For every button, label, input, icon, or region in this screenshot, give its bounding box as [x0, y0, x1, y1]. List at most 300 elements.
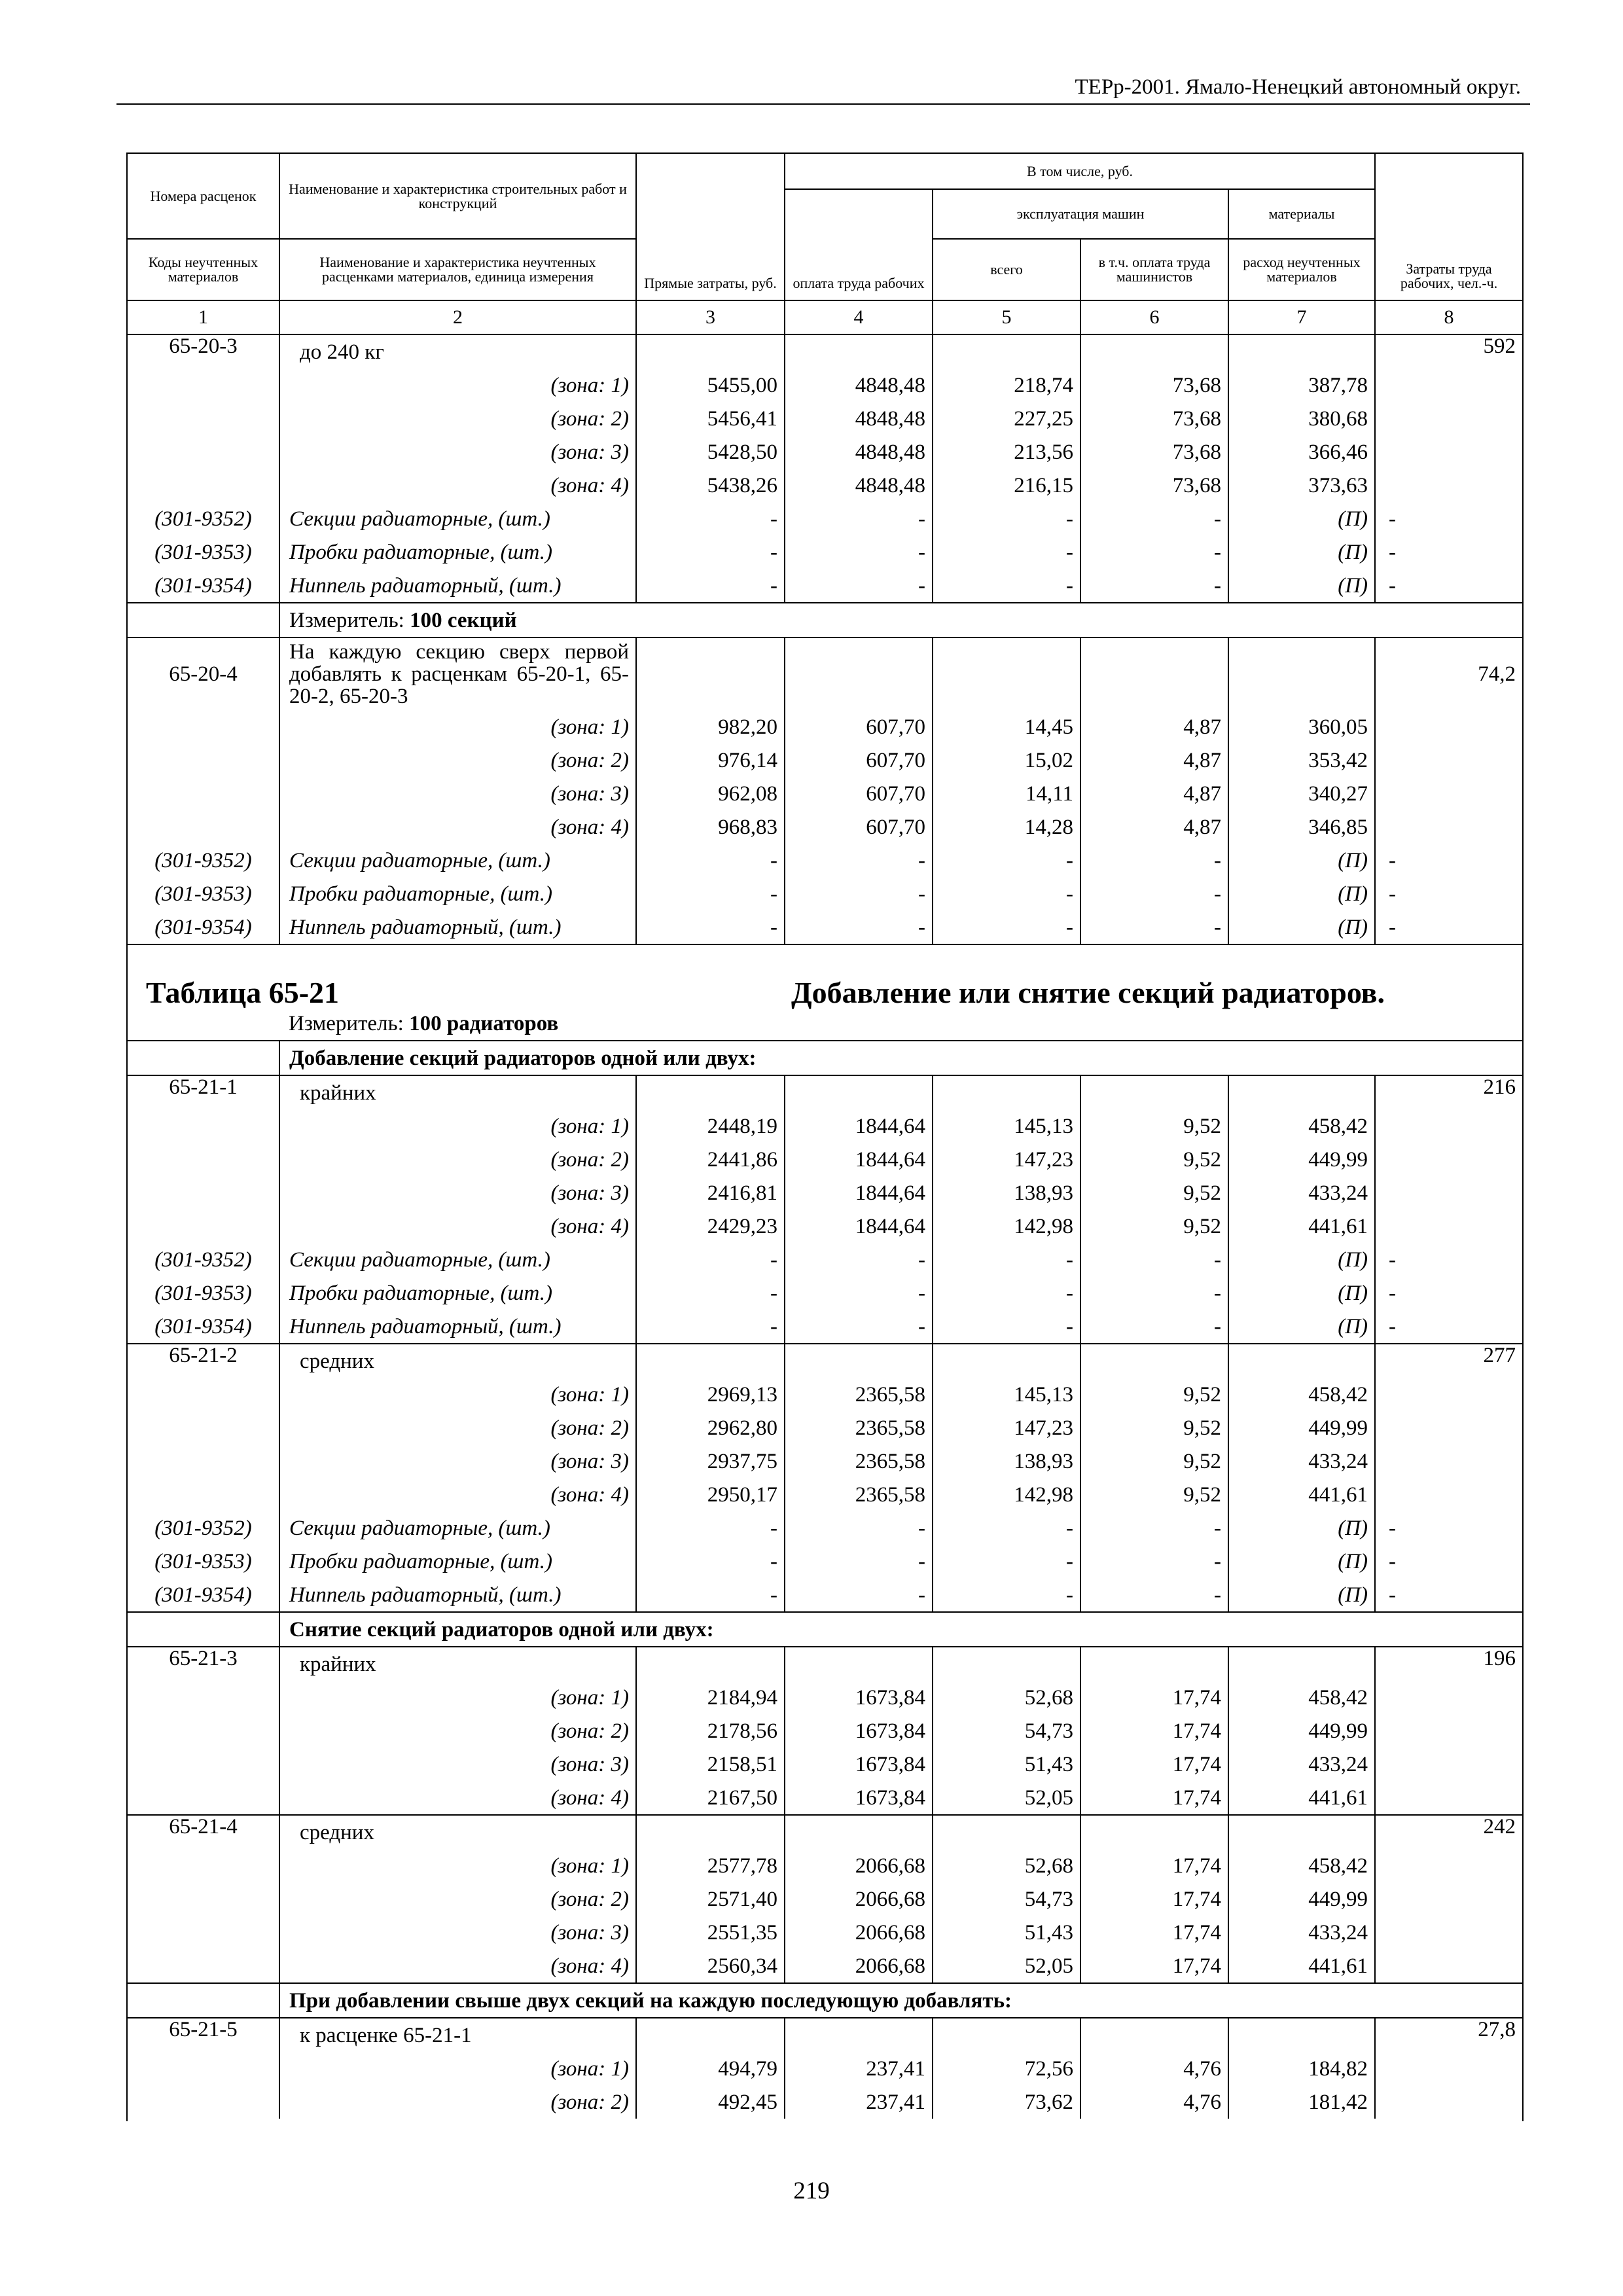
value-cell: 976,14 [636, 744, 785, 777]
dash-cell: - [1375, 1545, 1522, 1578]
section-title: Добавление секций радиаторов одной или двух: [279, 1041, 1522, 1075]
value-cell: 17,74 [1080, 1949, 1228, 1983]
dash-cell: - [1080, 502, 1228, 535]
material-row [128, 535, 1522, 569]
value-cell: 607,70 [785, 744, 933, 777]
empty-cell [1080, 1344, 1228, 1378]
rate-row [128, 1344, 1522, 1378]
value-cell: 15,02 [933, 744, 1080, 777]
empty-cell [1375, 435, 1522, 469]
empty-cell [1080, 1075, 1228, 1109]
zone-row [128, 1949, 1522, 1983]
value-cell: 2184,94 [636, 1681, 785, 1714]
page-number: 219 [793, 2178, 830, 2204]
empty-cell [1375, 810, 1522, 844]
value-cell: 2950,17 [636, 1478, 785, 1511]
dash-cell: - [933, 1578, 1080, 1612]
dash-cell: - [1375, 569, 1522, 603]
dash-cell: - [636, 910, 785, 944]
dash-cell: - [1080, 1545, 1228, 1578]
empty-cell [933, 1344, 1080, 1378]
value-cell: 2365,58 [785, 1444, 933, 1478]
value-cell: 2448,19 [636, 1109, 785, 1143]
zone-row [128, 1444, 1522, 1478]
dash-cell: - [636, 1511, 785, 1545]
dash-cell: - [785, 844, 933, 877]
labor-cost: 592 [1375, 334, 1522, 368]
material-row [128, 1243, 1522, 1276]
code-cell [128, 2052, 279, 2085]
empty-cell [636, 2018, 785, 2052]
value-cell: 2158,51 [636, 1748, 785, 1781]
value-cell: 968,83 [636, 810, 785, 844]
rate-code: 65-21-1 [128, 1075, 279, 1109]
material-row [128, 844, 1522, 877]
dash-cell: - [636, 1310, 785, 1344]
value-cell: 73,68 [1080, 435, 1228, 469]
zone-label: (зона: 1) [279, 1109, 636, 1143]
code-cell [128, 1478, 279, 1511]
zone-row [128, 1714, 1522, 1748]
empty-cell [1080, 2018, 1228, 2052]
zone-label: (зона: 2) [279, 1143, 636, 1176]
code-cell [128, 1781, 279, 1815]
empty-cell [1375, 710, 1522, 744]
dash-cell: - [933, 877, 1080, 910]
labor-cost: 277 [1375, 1344, 1522, 1378]
column-number: 1 [128, 300, 279, 334]
material-row [128, 1511, 1522, 1545]
code-cell [128, 1411, 279, 1444]
head-col1-top: Номера расценок [128, 154, 279, 239]
value-cell: 2066,68 [785, 1882, 933, 1916]
value-cell: 142,98 [933, 1210, 1080, 1243]
value-cell: 51,43 [933, 1748, 1080, 1781]
value-cell: 2962,80 [636, 1411, 785, 1444]
dash-cell: - [1375, 877, 1522, 910]
empty-cell [636, 637, 785, 710]
code-cell [128, 1882, 279, 1916]
rate-row [128, 1647, 1522, 1681]
head-col3: Прямые затраты, руб. [636, 154, 785, 300]
dash-cell: - [785, 1578, 933, 1612]
value-cell: 9,52 [1080, 1378, 1228, 1411]
value-cell: 5428,50 [636, 435, 785, 469]
value-cell: 2560,34 [636, 1949, 785, 1983]
dash-cell: - [1080, 1276, 1228, 1310]
value-cell: 982,20 [636, 710, 785, 744]
value-cell: 433,24 [1228, 1916, 1375, 1949]
head-col2-top: Наименование и характеристика строительных работ и конструкций [279, 154, 636, 239]
dash-cell: - [933, 535, 1080, 569]
value-cell: 346,85 [1228, 810, 1375, 844]
empty-cell [1375, 1882, 1522, 1916]
rate-row [128, 2018, 1522, 2052]
value-cell: 353,42 [1228, 744, 1375, 777]
material-name: Ниппель радиаторный, (шт.) [279, 910, 636, 944]
zone-row [128, 710, 1522, 744]
dash-cell: - [636, 535, 785, 569]
dash-cell: - [636, 1578, 785, 1612]
zone-label: (зона: 1) [279, 1849, 636, 1882]
value-cell: 237,41 [785, 2085, 933, 2119]
empty-cell [1080, 637, 1228, 710]
zone-row [128, 2052, 1522, 2085]
material-name: Ниппель радиаторный, (шт.) [279, 1578, 636, 1612]
zone-row [128, 1748, 1522, 1781]
value-cell: 14,11 [933, 777, 1080, 810]
value-cell: 17,74 [1080, 1916, 1228, 1949]
value-cell: 492,45 [636, 2085, 785, 2119]
material-code: (301-9354) [154, 1583, 252, 1607]
value-cell: 145,13 [933, 1109, 1080, 1143]
value-cell: 73,68 [1080, 368, 1228, 402]
unaccounted-mark: (П) [1228, 502, 1375, 535]
dash-cell: - [636, 877, 785, 910]
unaccounted-mark: (П) [1228, 1310, 1375, 1344]
empty-cell [933, 334, 1080, 368]
value-cell: 184,82 [1228, 2052, 1375, 2085]
material-code: (301-9353) [154, 882, 252, 906]
unaccounted-mark: (П) [1228, 844, 1375, 877]
empty-cell [1375, 1444, 1522, 1478]
unaccounted-mark: (П) [1228, 1243, 1375, 1276]
material-name: Пробки радиаторные, (шт.) [279, 1545, 636, 1578]
rate-row [128, 637, 1522, 710]
column-number: 2 [279, 300, 636, 334]
empty-cell [636, 1075, 785, 1109]
empty-cell [636, 1647, 785, 1681]
value-cell: 607,70 [785, 810, 933, 844]
empty-cell [1375, 1916, 1522, 1949]
zone-row [128, 402, 1522, 435]
dash-cell: - [933, 1276, 1080, 1310]
material-row [128, 877, 1522, 910]
column-number: 5 [933, 300, 1080, 334]
rate-code: 65-20-3 [169, 334, 238, 358]
empty-cell [1375, 1681, 1522, 1714]
rate-code: 65-21-4 [128, 1815, 279, 1849]
code-cell [128, 1444, 279, 1478]
value-cell: 14,28 [933, 810, 1080, 844]
empty-cell [785, 637, 933, 710]
dash-cell: - [785, 1276, 933, 1310]
empty-cell [785, 1815, 933, 1849]
labor-cost: 74,2 [1375, 637, 1522, 710]
value-cell: 181,42 [1228, 2085, 1375, 2119]
value-cell: 494,79 [636, 2052, 785, 2085]
rate-code: 65-21-5 [128, 2018, 279, 2052]
empty-cell [1228, 1344, 1375, 1378]
code-cell [128, 1748, 279, 1781]
empty-cell [128, 1041, 279, 1075]
value-cell: 227,25 [933, 402, 1080, 435]
zone-label: (зона: 4) [279, 1210, 636, 1243]
value-cell: 2937,75 [636, 1444, 785, 1478]
column-number: 7 [1228, 300, 1375, 334]
empty-cell [1375, 2085, 1522, 2119]
labor-cost: 216 [1375, 1075, 1522, 1109]
code-cell [128, 1210, 279, 1243]
dash-cell: - [636, 1276, 785, 1310]
head-col2-bottom: Наименование и характеристика неучтенных расценками материалов, единица измерения [279, 239, 636, 300]
rate-name: к расценке 65-21-1 [279, 2018, 636, 2052]
value-cell: 17,74 [1080, 1714, 1228, 1748]
zone-row [128, 435, 1522, 469]
empty-cell [636, 1344, 785, 1378]
zone-row [128, 1109, 1522, 1143]
zone-row [128, 1478, 1522, 1511]
value-cell: 4,87 [1080, 744, 1228, 777]
column-number: 8 [1375, 300, 1522, 334]
value-cell: 17,74 [1080, 1681, 1228, 1714]
value-cell: 380,68 [1228, 402, 1375, 435]
zone-label: (зона: 2) [279, 744, 636, 777]
material-row [128, 569, 1522, 603]
rate-code: 65-21-3 [128, 1647, 279, 1681]
value-cell: 4848,48 [785, 402, 933, 435]
zone-label: (зона: 2) [279, 402, 636, 435]
rate-name: На каждую секцию сверх первой добавлять к расценкам 65-20-1, 65-20-2, 65-20-3 [279, 637, 636, 710]
zone-label: (зона: 1) [279, 368, 636, 402]
value-cell: 2066,68 [785, 1949, 933, 1983]
head-including: В том числе, руб. [785, 154, 1375, 189]
empty-cell [1228, 637, 1375, 710]
empty-cell [1228, 1815, 1375, 1849]
zone-label: (зона: 4) [279, 1949, 636, 1983]
material-name: Секции радиаторные, (шт.) [279, 844, 636, 877]
zone-label: (зона: 3) [279, 1444, 636, 1478]
dash-cell: - [1080, 1511, 1228, 1545]
value-cell: 607,70 [785, 710, 933, 744]
value-cell: 2441,86 [636, 1143, 785, 1176]
empty-cell [636, 1815, 785, 1849]
code-cell [128, 1143, 279, 1176]
zone-label: (зона: 3) [279, 1176, 636, 1210]
zone-label: (зона: 3) [279, 777, 636, 810]
material-name: Пробки радиаторные, (шт.) [279, 1276, 636, 1310]
value-cell: 360,05 [1228, 710, 1375, 744]
value-cell: 52,05 [933, 1781, 1080, 1815]
labor-cost: 27,8 [1375, 2018, 1522, 2052]
value-cell: 458,42 [1228, 1849, 1375, 1882]
value-cell: 441,61 [1228, 1781, 1375, 1815]
value-cell: 366,46 [1228, 435, 1375, 469]
meter-text [279, 603, 1522, 637]
zone-row [128, 1781, 1522, 1815]
value-cell: 458,42 [1228, 1109, 1375, 1143]
empty-cell [1375, 1109, 1522, 1143]
value-cell: 52,05 [933, 1949, 1080, 1983]
column-numbers-row [128, 300, 1522, 334]
material-row [128, 502, 1522, 535]
dash-cell: - [785, 877, 933, 910]
dash-cell: - [785, 502, 933, 535]
rates-table [128, 154, 1522, 2119]
code-cell [128, 1681, 279, 1714]
section-title: Снятие секций радиаторов одной или двух: [279, 1612, 1522, 1647]
material-code: (301-9354) [154, 1314, 252, 1338]
head-col8: Затраты труда рабочих, чел.-ч. [1375, 154, 1522, 300]
dash-cell: - [1375, 1310, 1522, 1344]
zone-label: (зона: 2) [279, 1882, 636, 1916]
empty-cell [128, 1983, 279, 2018]
value-cell: 607,70 [785, 777, 933, 810]
empty-cell [933, 637, 1080, 710]
material-row [128, 910, 1522, 944]
dash-cell: - [1080, 1243, 1228, 1276]
empty-cell [1080, 334, 1228, 368]
running-header [116, 71, 1530, 105]
zone-row [128, 777, 1522, 810]
value-cell: 441,61 [1228, 1949, 1375, 1983]
value-cell: 14,45 [933, 710, 1080, 744]
dash-cell: - [1080, 1578, 1228, 1612]
labor-cost: 196 [1375, 1647, 1522, 1681]
code-cell [128, 435, 279, 469]
zone-label: (зона: 3) [279, 435, 636, 469]
value-cell: 4,76 [1080, 2052, 1228, 2085]
material-name: Пробки радиаторные, (шт.) [279, 535, 636, 569]
meter-text [279, 1007, 1522, 1041]
empty-cell [785, 1075, 933, 1109]
empty-cell [128, 603, 279, 637]
zone-label: (зона: 1) [279, 710, 636, 744]
empty-cell [1375, 1378, 1522, 1411]
meter-prefix: Измеритель: [289, 1011, 404, 1035]
code-cell [128, 1176, 279, 1210]
material-row [128, 1578, 1522, 1612]
head-col6: в т.ч. оплата труда машинистов [1080, 239, 1228, 300]
value-cell: 4,87 [1080, 810, 1228, 844]
value-cell: 54,73 [933, 1882, 1080, 1916]
head-materials: материалы [1228, 189, 1375, 239]
value-cell: 73,62 [933, 2085, 1080, 2119]
empty-cell [1375, 1143, 1522, 1176]
value-cell: 2178,56 [636, 1714, 785, 1748]
dash-cell: - [785, 910, 933, 944]
empty-cell [1375, 1411, 1522, 1444]
zone-row [128, 2085, 1522, 2119]
zone-row [128, 744, 1522, 777]
zone-label: (зона: 2) [279, 1714, 636, 1748]
value-cell: 4,87 [1080, 777, 1228, 810]
value-cell: 449,99 [1228, 1411, 1375, 1444]
material-name: Ниппель радиаторный, (шт.) [279, 569, 636, 603]
value-cell: 9,52 [1080, 1444, 1228, 1478]
labor-cost: 242 [1375, 1815, 1522, 1849]
value-cell: 433,24 [1228, 1748, 1375, 1781]
value-cell: 4848,48 [785, 368, 933, 402]
code-cell [128, 402, 279, 435]
value-cell: 441,61 [1228, 1210, 1375, 1243]
unaccounted-mark: (П) [1228, 535, 1375, 569]
zone-label: (зона: 4) [279, 1478, 636, 1511]
dash-cell: - [933, 502, 1080, 535]
value-cell: 4,76 [1080, 2085, 1228, 2119]
code-cell [128, 1916, 279, 1949]
zone-row [128, 1681, 1522, 1714]
unaccounted-mark: (П) [1228, 877, 1375, 910]
empty-cell [1228, 2018, 1375, 2052]
zone-row [128, 1210, 1522, 1243]
dash-cell: - [785, 1310, 933, 1344]
empty-cell [785, 334, 933, 368]
dash-cell: - [1080, 844, 1228, 877]
zone-row [128, 1882, 1522, 1916]
empty-cell [1375, 744, 1522, 777]
zone-row [128, 368, 1522, 402]
rate-code: 65-21-2 [128, 1344, 279, 1378]
value-cell: 340,27 [1228, 777, 1375, 810]
dash-cell: - [1080, 877, 1228, 910]
empty-cell [1375, 777, 1522, 810]
column-number: 4 [785, 300, 933, 334]
section-row [128, 1983, 1522, 2018]
rate-name: средних [279, 1815, 636, 1849]
unaccounted-mark: (П) [1228, 569, 1375, 603]
zone-label: (зона: 2) [279, 1411, 636, 1444]
material-code: (301-9353) [154, 1549, 252, 1573]
material-name: Секции радиаторные, (шт.) [279, 502, 636, 535]
dash-cell: - [933, 844, 1080, 877]
zone-label: (зона: 4) [279, 1781, 636, 1815]
dash-cell: - [933, 910, 1080, 944]
value-cell: 1673,84 [785, 1714, 933, 1748]
empty-cell [785, 1647, 933, 1681]
unaccounted-mark: (П) [1228, 1578, 1375, 1612]
value-cell: 373,63 [1228, 469, 1375, 502]
empty-cell [1375, 469, 1522, 502]
value-cell: 2066,68 [785, 1916, 933, 1949]
zone-label: (зона: 4) [279, 469, 636, 502]
empty-cell [1375, 1210, 1522, 1243]
section-row [128, 1041, 1522, 1075]
empty-cell [1228, 334, 1375, 368]
meter-value: 100 радиаторов [409, 1011, 559, 1035]
zone-label: (зона: 1) [279, 1681, 636, 1714]
code-cell [128, 1109, 279, 1143]
code-cell [128, 1849, 279, 1882]
empty-cell [933, 1815, 1080, 1849]
empty-cell [1375, 1176, 1522, 1210]
value-cell: 458,42 [1228, 1681, 1375, 1714]
head-machines: эксплуатация машин [933, 189, 1228, 239]
value-cell: 2365,58 [785, 1378, 933, 1411]
dash-cell: - [636, 1243, 785, 1276]
zone-label: (зона: 3) [279, 1748, 636, 1781]
section-title: При добавлении свыше двух секций на каждую последующую добавлять: [279, 1983, 1522, 2018]
value-cell: 9,52 [1080, 1411, 1228, 1444]
unaccounted-mark: (П) [1228, 910, 1375, 944]
material-name: Пробки радиаторные, (шт.) [279, 877, 636, 910]
rate-name: крайних [279, 1647, 636, 1681]
zone-row [128, 1176, 1522, 1210]
empty-cell [933, 1075, 1080, 1109]
value-cell: 1844,64 [785, 1210, 933, 1243]
meter-prefix: Измеритель: [289, 608, 404, 632]
material-name: Секции радиаторные, (шт.) [279, 1511, 636, 1545]
empty-cell [1375, 1714, 1522, 1748]
material-code: (301-9352) [154, 1247, 252, 1272]
value-cell: 433,24 [1228, 1176, 1375, 1210]
value-cell: 54,73 [933, 1714, 1080, 1748]
dash-cell: - [1080, 535, 1228, 569]
zone-row [128, 469, 1522, 502]
value-cell: 2969,13 [636, 1378, 785, 1411]
material-code: (301-9354) [154, 573, 252, 598]
material-name: Ниппель радиаторный, (шт.) [279, 1310, 636, 1344]
